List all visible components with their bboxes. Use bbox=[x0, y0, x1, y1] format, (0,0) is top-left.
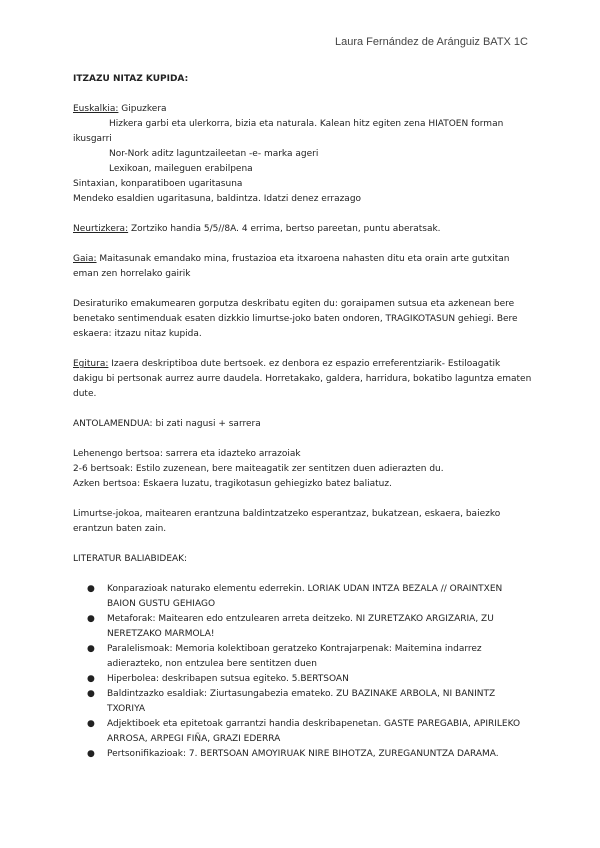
gaia-text: Maitasunak emandako mina, frustazioa eta itxaroena nahasten ditu eta orain arte gutxitan eman zen horrelako gairik bbox=[73, 254, 510, 279]
list-item: ● Hiperbolea: deskribapen sutsua egiteko. 5.BERTSOAN bbox=[87, 672, 533, 687]
bullet-icon: ● bbox=[87, 689, 95, 699]
bertsoa-line: Azken bertsoa: Eskaera luzatu, tragikotasun gehiegizko batez baliatuz. bbox=[73, 479, 392, 489]
gaia-label: Gaia: bbox=[73, 254, 97, 264]
list-item: ● Konparazioak naturako elementu ederrekin. LORIAK UDAN INTZA BEZALA // ORAINTXEN BAION GUSTU GEHIAGO bbox=[87, 584, 503, 609]
gaia-paragraph-2: Desiraturiko emakumearen gorputza deskribatu egiten du: goraipamen sutsua eta azkenean bere benetako sentimenduak esaten dizkkio limurtse-joko baten ondoren, TRAGIKOTASUN gehiegi. Bere eskaera: itzazu nitaz kupida. bbox=[73, 299, 518, 339]
bullet-icon: ● bbox=[87, 674, 95, 684]
neurtizkera-text: Zortziko handia 5/5//8A. 4 errima, bertso pareetan, puntu aberatsak. bbox=[128, 224, 441, 234]
list-item: ● Baldintzazko esaldiak: Ziurtasungabezia emateko. ZU BAZINAKE ARBOLA, NI BANINTZ TXORIYA bbox=[87, 689, 496, 714]
euskalkia-after: Mendeko esaldien ugaritasuna, baldintza. Idatzi denez errazago bbox=[73, 194, 362, 204]
euskalkia-label: Euskalkia: bbox=[73, 104, 119, 114]
header-author: Laura Fernández de Aránguiz BATX 1C bbox=[334, 36, 528, 48]
egitura-label: Egitura: bbox=[73, 359, 109, 369]
list-item: ● Paralelismoak: Memoria kolektiboan geratzeko Kontrajarpenak: Maitemina indarrez adierazteko, non entzulea bere sentitzen duen bbox=[87, 644, 482, 669]
egitura-text: Izaera deskriptiboa dute bertsoek. ez denbora ez espazio erreferentziarik- Estiloagatik dakigu bi pertsonak aurrez aurre daudela. Horretakako, galdera, harridura, bokatibo laguntza ematen dute. bbox=[73, 359, 532, 399]
list-item: ● Adjektiboek eta epitetoak garrantzi handia deskribapenetan. GASTE PAREGABIA, APIRILEKO ARROSA, ARPEGI FIÑA, GRAZI EDERRA bbox=[87, 719, 521, 744]
bertsoa-line: Lehenengo bertsoa: sarrera eta idazteko arrazoiak bbox=[73, 449, 301, 459]
euskalkia-after: Sintaxian, konparatiboen ugaritasuna bbox=[73, 179, 243, 189]
bullet-icon: ● bbox=[87, 644, 95, 654]
baliabideak-list bbox=[73, 582, 533, 762]
list-item: ● Metaforak: Maitearen edo entzulearen arreta deitzeko. NI ZURETZAKO ARGIZARIA, ZU NERETZAKO MARMOLA! bbox=[87, 614, 494, 639]
egitura-paragraph bbox=[73, 357, 533, 402]
bullet-icon: ● bbox=[87, 719, 95, 729]
euskalkia-value: Gipuzkera bbox=[118, 104, 167, 114]
list-item: ● Pertsonifikazioak: 7. BERTSOAN AMOYIRUAK NIRE BIHOTZA, ZUREGANUNTZA DARAMA. bbox=[87, 747, 533, 762]
bullet-icon: ● bbox=[87, 749, 95, 759]
bullet-icon: ● bbox=[87, 584, 95, 594]
document-body bbox=[73, 72, 533, 762]
baliabideak-title: LITERATUR BALIABIDEAK: bbox=[73, 554, 188, 564]
bertsoa-line: 2-6 bertsoak: Estilo zuzenean, bere maiteagatik zer sentitzen duen adierazten du. bbox=[73, 464, 444, 474]
bullet-icon: ● bbox=[87, 614, 95, 624]
neurtizkera-label: Neurtizkera: bbox=[73, 224, 129, 234]
document-title: ITZAZU NITAZ KUPIDA: bbox=[73, 74, 189, 84]
neurtizkera-line bbox=[73, 222, 533, 237]
antolamendua-line: ANTOLAMENDUA: bi zati nagusi + sarrera bbox=[73, 419, 261, 429]
euskalkia-detail: Nor-Nork aditz laguntzaileetan -e- marka ageri bbox=[109, 149, 319, 159]
euskalkia-line bbox=[73, 102, 533, 117]
euskalkia-detail: Hizkera garbi eta ulerkorra, bizia eta naturala. Kalean hitz egiten zena HIATOEN forman ikusgarri bbox=[73, 119, 504, 144]
euskalkia-detail: Lexikoan, maileguen erabilpena bbox=[109, 164, 253, 174]
gaia-paragraph bbox=[73, 252, 533, 282]
limurtse-paragraph: Limurtse-jokoa, maitearen erantzuna baldintzatzeko esperantzaz, bukatzean, eskaera, baiezko erantzun baten zain. bbox=[73, 509, 501, 534]
